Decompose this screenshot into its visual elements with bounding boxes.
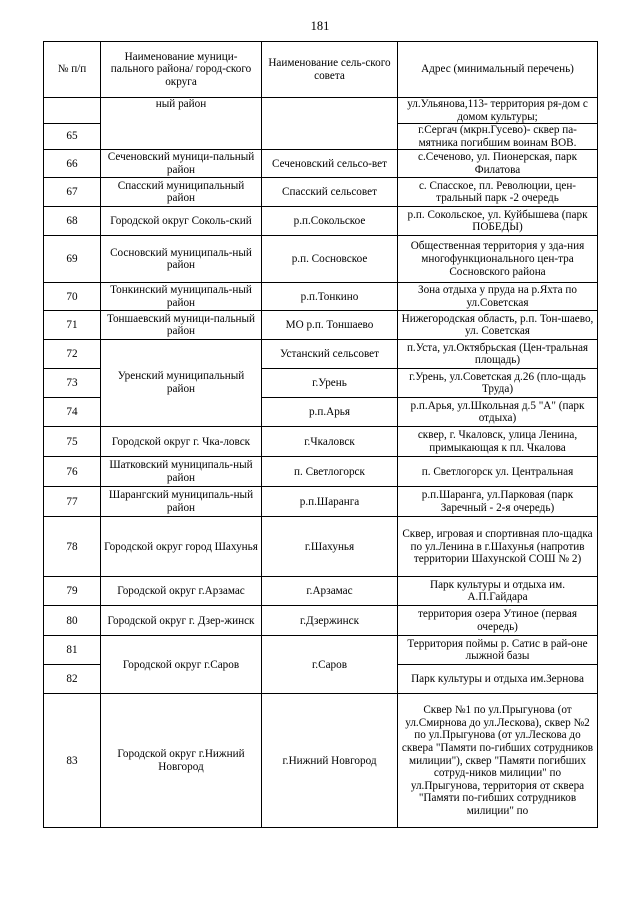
page-number: 181 [310, 19, 330, 33]
row-council: р.п.Тонкино [262, 283, 398, 311]
table-row [44, 98, 598, 124]
row-council: п. Светлогорск [262, 457, 398, 487]
row-num: 65 [44, 124, 101, 150]
row-num: 83 [44, 694, 101, 828]
header-municipality: Наименование муници-пального района/ город-ского округа [101, 42, 262, 98]
row-address: г.Урень, ул.Советская д.26 (пло-щадь Труда) [398, 369, 598, 398]
row-municipality: Городской округ г. Дзер-жинск [101, 606, 262, 636]
row-municipality: Городской округ город Шахунья [101, 517, 262, 577]
table-row [44, 694, 598, 828]
row-num: 76 [44, 457, 101, 487]
row-address: сквер, г. Чкаловск, улица Ленина, примыкающая к пл. Чкалова [398, 427, 598, 457]
table-row [44, 207, 598, 236]
row-num: 69 [44, 236, 101, 283]
row-num: 79 [44, 577, 101, 606]
row-num: 74 [44, 398, 101, 427]
row-num: 67 [44, 178, 101, 207]
row-council: р.п.Сокольское [262, 207, 398, 236]
row-council: г.Урень [262, 369, 398, 398]
row-council: р.п.Шаранга [262, 487, 398, 517]
table-row [44, 178, 598, 207]
table-row [44, 606, 598, 636]
row-address: Сквер, игровая и спортивная пло-щадка по ул.Ленина в г.Шахунья (напротив территории Шахунской СОШ № 2) [398, 517, 598, 577]
table-row [44, 340, 598, 369]
table-row [44, 487, 598, 517]
row-municipality: Городской округ г.Арзамас [101, 577, 262, 606]
sites-table [43, 41, 598, 828]
row-council: МО р.п. Тоншаево [262, 311, 398, 340]
row-num: 72 [44, 340, 101, 369]
row-council: Сеченовский сельсо-вет [262, 150, 398, 178]
row-num: 82 [44, 665, 101, 694]
header-num: № п/п [44, 42, 101, 98]
row-council: г.Чкаловск [262, 427, 398, 457]
table-row [44, 427, 598, 457]
row-address: с.Сеченово, ул. Пионерская, парк Филатова [398, 150, 598, 178]
row-municipality: Шарангский муниципаль-ный район [101, 487, 262, 517]
row-num: 75 [44, 427, 101, 457]
row-num: 71 [44, 311, 101, 340]
row-address: Нижегородская область, р.п. Тон-шаево, ул. Советская [398, 311, 598, 340]
row-num: 80 [44, 606, 101, 636]
row-address: ул.Ульянова,113- территория ря-дом с домом культуры; [398, 98, 598, 124]
row-num: 78 [44, 517, 101, 577]
row-municipality: Городской округ г.Саров [101, 636, 262, 694]
header-council: Наименование сель-ского совета [262, 42, 398, 98]
row-address: Территория поймы р. Сатис в рай-оне лыжной базы [398, 636, 598, 665]
row-address: территория озера Утиное (первая очередь) [398, 606, 598, 636]
row-council: р.п. Сосновское [262, 236, 398, 283]
row-num: 66 [44, 150, 101, 178]
row-council: г.Арзамас [262, 577, 398, 606]
row-municipality: Городской округ г. Чка-ловск [101, 427, 262, 457]
row-municipality: Спасский муниципальный район [101, 178, 262, 207]
row-municipality: Городской округ г.Нижний Новгород [101, 694, 262, 828]
header-address: Адрес (минимальный перечень) [398, 42, 598, 98]
row-address: г.Сергач (мкрн.Гусево)- сквер па-мятника погибшим воинам ВОВ. [398, 124, 598, 150]
row-municipality: Сеченовский муници-пальный район [101, 150, 262, 178]
row-council: г.Саров [262, 636, 398, 694]
row-address: Парк культуры и отдыха им. А.П.Гайдара [398, 577, 598, 606]
row-num: 70 [44, 283, 101, 311]
row-num: 73 [44, 369, 101, 398]
table-row [44, 283, 598, 311]
row-num [44, 98, 101, 124]
table-row [44, 236, 598, 283]
row-council: г.Дзержинск [262, 606, 398, 636]
table-row [44, 517, 598, 577]
table-row [44, 577, 598, 606]
row-address: с. Спасское, пл. Революции, цен-тральный парк -2 очередь [398, 178, 598, 207]
row-address: р.п.Шаранга, ул.Парковая (парк Заречный - 2-я очередь) [398, 487, 598, 517]
table-row [44, 311, 598, 340]
row-municipality: Городской округ Соколь-ский [101, 207, 262, 236]
table-row [44, 636, 598, 665]
row-num: 81 [44, 636, 101, 665]
table-row [44, 150, 598, 178]
row-address: р.п.Арья, ул.Школьная д.5 "А" (парк отдыха) [398, 398, 598, 427]
row-address: п. Светлогорск ул. Центральная [398, 457, 598, 487]
row-address: Сквер №1 по ул.Прыгунова (от ул.Смирнова до ул.Лескова), сквер №2 по ул.Прыгунова (от ул.Лескова до сквера "Памяти по-гибших сотрудников милиции"), сквер "Памяти погибших сотруд-ников милиции" по ул.Прыгунова, территория от сквера "Памяти по-гибших сотрудников милиции" по [398, 694, 598, 828]
row-address: Парк культуры и отдыха им.Зернова [398, 665, 598, 694]
row-municipality: Тоншаевский муници-пальный район [101, 311, 262, 340]
table-row [44, 457, 598, 487]
row-council: Устанский сельсовет [262, 340, 398, 369]
table-header-row [44, 42, 598, 98]
row-address: р.п. Сокольское, ул. Куйбышева (парк ПОБЕДЫ) [398, 207, 598, 236]
row-council [262, 98, 398, 150]
row-council: г.Шахунья [262, 517, 398, 577]
row-address: Зона отдыха у пруда на р.Яхта по ул.Советская [398, 283, 598, 311]
row-num: 77 [44, 487, 101, 517]
row-municipality: Сосновский муниципаль-ный район [101, 236, 262, 283]
row-council: г.Нижний Новгород [262, 694, 398, 828]
row-municipality: Шатковский муниципаль-ный район [101, 457, 262, 487]
row-address: п.Уста, ул.Октябрьская (Цен-тральная площадь) [398, 340, 598, 369]
row-municipality: Тонкинский муниципаль-ный район [101, 283, 262, 311]
row-municipality: Уренский муниципальный район [101, 340, 262, 427]
row-address: Общественная территория у зда-ния многофункционального цен-тра Сосновского района [398, 236, 598, 283]
row-num: 68 [44, 207, 101, 236]
row-council: р.п.Арья [262, 398, 398, 427]
row-council: Спасский сельсовет [262, 178, 398, 207]
row-municipality: ный район [101, 98, 262, 150]
